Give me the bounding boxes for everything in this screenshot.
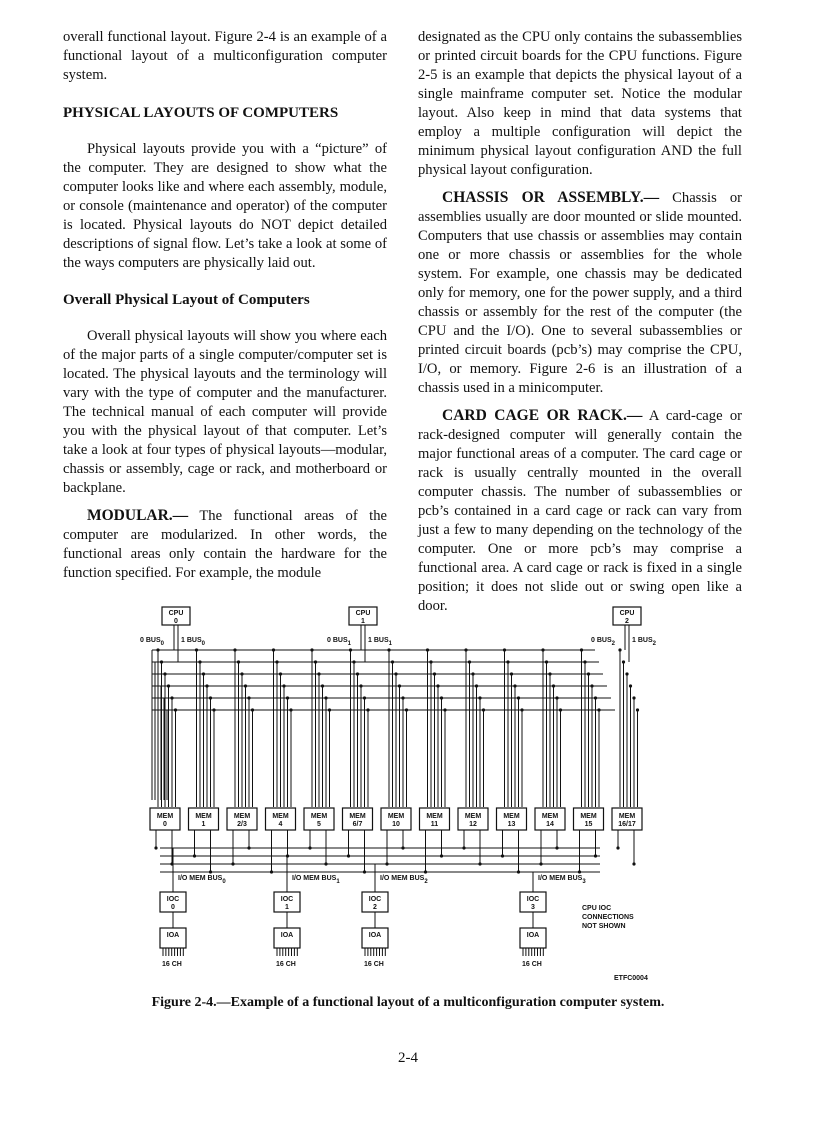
junction-dot	[237, 660, 240, 663]
junction-dot	[247, 696, 250, 699]
junction-dot	[545, 660, 548, 663]
mem-5-number: 6/7	[352, 821, 363, 828]
junction-dot	[202, 672, 205, 675]
junction-dot	[324, 696, 327, 699]
junction-dot	[286, 696, 289, 699]
cpu-2-number: 2	[625, 618, 629, 625]
junction-dot	[462, 846, 465, 849]
paragraph: Overall physical layouts will show you where each of the major parts of a single computer/computer set is located. The physical layouts and the terminology will vary with the type of computer and the manufacturer. The technical manual of each computer will provide you with the physical layout of that computer. Let’s take a look at four types of physical layouts—modular, chassis or assembly, cage or rack, and motherboard or backplane.	[63, 328, 387, 496]
junction-dot	[475, 684, 478, 687]
junction-dot	[401, 696, 404, 699]
ioa-2-label: IOA	[368, 932, 382, 939]
junction-dot	[510, 672, 513, 675]
cpu-bus1-label: 1 BUS2	[632, 637, 656, 647]
junction-dot	[548, 672, 551, 675]
junction-dot	[356, 672, 359, 675]
junction-dot	[578, 870, 581, 873]
junction-dot	[501, 854, 504, 857]
junction-dot	[349, 648, 352, 651]
junction-dot	[352, 660, 355, 663]
junction-dot	[244, 684, 247, 687]
junction-dot	[426, 648, 429, 651]
junction-dot	[160, 660, 163, 663]
ioc-3-number: 3	[531, 904, 535, 911]
mem-11-number: 15	[584, 821, 593, 828]
junction-dot	[387, 648, 390, 651]
junction-dot	[209, 870, 212, 873]
cpu-2-label: CPU	[619, 610, 635, 617]
mem-8-number: 12	[469, 821, 477, 828]
junction-dot	[513, 684, 516, 687]
junction-dot	[539, 862, 542, 865]
junction-dot	[272, 648, 275, 651]
junction-dot	[321, 684, 324, 687]
junction-dot	[289, 708, 292, 711]
mem-12-number: 16/17	[618, 821, 636, 828]
right-column	[418, 28, 742, 616]
mem-3-label: MEM	[272, 813, 289, 820]
junction-dot	[282, 684, 285, 687]
mem-9-label: MEM	[503, 813, 520, 820]
junction-dot	[240, 672, 243, 675]
ioc-2-number: 2	[373, 904, 377, 911]
junction-dot	[587, 672, 590, 675]
cpu-bus0-label: 0 BUS0	[140, 637, 164, 647]
junction-dot	[347, 854, 350, 857]
junction-dot	[398, 684, 401, 687]
run-in-heading: CHASSIS OR ASSEMBLY.—	[442, 189, 660, 206]
junction-dot	[594, 854, 597, 857]
paragraph	[418, 406, 742, 616]
junction-dot	[275, 660, 278, 663]
junction-dot	[212, 708, 215, 711]
junction-dot	[468, 660, 471, 663]
paragraph-text: The functional areas of the computer are modularized. In other words, the functional areas only contain the hardware for the function specified. For example, the module	[63, 508, 387, 581]
junction-dot	[506, 660, 509, 663]
junction-dot	[324, 862, 327, 865]
figure-caption: Figure 2-4.—Example of a functional layout of a multiconfiguration computer system.	[151, 995, 665, 1010]
page-number: 2-4	[398, 1050, 418, 1066]
junction-dot	[156, 648, 159, 651]
figure-code: ETFC0004	[614, 975, 648, 982]
junction-dot	[394, 672, 397, 675]
run-in-heading: MODULAR.—	[87, 507, 189, 524]
junction-dot	[170, 696, 173, 699]
subsection-heading: Overall Physical Layout of Computers	[63, 292, 310, 308]
mem-4-number: 5	[317, 821, 321, 828]
junction-dot	[167, 684, 170, 687]
junction-dot	[464, 648, 467, 651]
run-in-heading: CARD CAGE OR RACK.—	[442, 407, 643, 424]
junction-dot	[195, 648, 198, 651]
channel-label: 16 CH	[162, 961, 182, 968]
junction-dot	[632, 862, 635, 865]
section-heading: PHYSICAL LAYOUTS OF COMPUTERS	[63, 105, 339, 121]
junction-dot	[471, 672, 474, 675]
junction-dot	[632, 696, 635, 699]
junction-dot	[247, 846, 250, 849]
mem-1-number: 1	[201, 821, 206, 828]
junction-dot	[314, 660, 317, 663]
junction-dot	[478, 862, 481, 865]
junction-dot	[209, 696, 212, 699]
junction-dot	[478, 696, 481, 699]
mem-12-label: MEM	[618, 813, 636, 820]
junction-dot	[520, 708, 523, 711]
cpu-bus1-label: 1 BUS1	[368, 637, 392, 647]
junction-dot	[363, 870, 366, 873]
io-mem-bus-label: I/O MEM BUS3	[538, 875, 586, 885]
ioa-0-label: IOA	[166, 932, 180, 939]
mem-7-label: MEM	[426, 813, 443, 820]
junction-dot	[424, 870, 427, 873]
junction-dot	[552, 684, 555, 687]
junction-dot	[555, 846, 558, 849]
junction-dot	[193, 854, 196, 857]
cpu-1-label: CPU	[355, 610, 371, 617]
junction-dot	[405, 708, 408, 711]
junction-dot	[429, 660, 432, 663]
junction-dot	[594, 696, 597, 699]
junction-dot	[636, 708, 639, 711]
channel-label: 16 CH	[364, 961, 384, 968]
junction-dot	[363, 696, 366, 699]
paragraph: overall functional layout. Figure 2-4 is an example of a functional layout of a multiconfiguration computer system.	[63, 29, 387, 83]
junction-dot	[366, 708, 369, 711]
junction-dot	[440, 854, 443, 857]
paragraph: Physical layouts provide you with a “picture” of the computer. They are designed to show what the computer looks like and where each assembly, module, or console (maintenance and operator) of the computer is located. Physical layouts do NOT depict detailed descriptions of signal flow. Let’s take a look at some of the ways computers are physically laid out.	[63, 141, 387, 271]
junction-dot	[629, 684, 632, 687]
junction-dot	[154, 846, 157, 849]
junction-dot	[198, 660, 201, 663]
mem-7-number: 11	[430, 821, 439, 828]
ioa-1-label: IOA	[280, 932, 294, 939]
paragraph: designated as the CPU only contains the subassemblies or printed circuit boards for the CPU functions. Figure 2-5 is an example that depicts the physical layout of a single mainframe computer set. Notice the modular layout. Also keep in mind that data systems that employ a multiple configuration will depict the minimum physical layout configuration AND the full physical layout configuration.	[418, 29, 742, 178]
junction-dot	[359, 684, 362, 687]
ioc-2-label: IOC	[368, 896, 382, 903]
junction-dot	[231, 862, 234, 865]
io-mem-bus-label: I/O MEM BUS1	[292, 875, 340, 885]
cpu-1-number: 1	[361, 618, 365, 625]
junction-dot	[391, 660, 394, 663]
junction-dot	[482, 708, 485, 711]
junction-dot	[517, 870, 520, 873]
junction-dot	[622, 660, 625, 663]
ioc-1-number: 1	[285, 904, 289, 911]
mem-6-label: MEM	[387, 813, 405, 820]
junction-dot	[616, 846, 619, 849]
junction-dot	[385, 862, 388, 865]
junction-dot	[583, 660, 586, 663]
junction-dot	[580, 648, 583, 651]
cpu-bus1-label: 1 BUS0	[181, 637, 205, 647]
mem-10-label: MEM	[541, 813, 559, 820]
mem-1-label: MEM	[195, 813, 212, 820]
junction-dot	[443, 708, 446, 711]
junction-dot	[233, 648, 236, 651]
mem-0-number: 0	[163, 821, 167, 828]
ioa-3-label: IOA	[526, 932, 540, 939]
io-mem-bus-label: I/O MEM BUS0	[178, 875, 226, 885]
mem-3-number: 4	[278, 821, 283, 828]
mem-9-number: 13	[507, 821, 516, 828]
junction-dot	[618, 648, 621, 651]
junction-dot	[163, 672, 166, 675]
cpu-0-label: CPU	[168, 610, 184, 617]
ioc-0-label: IOC	[166, 896, 180, 903]
note-text: CPU IOC	[582, 905, 612, 912]
paragraph	[418, 188, 742, 398]
junction-dot	[205, 684, 208, 687]
mem-2-number: 2/3	[237, 821, 247, 828]
ioc-0-number: 0	[171, 904, 175, 911]
junction-dot	[625, 672, 628, 675]
junction-dot	[559, 708, 562, 711]
junction-dot	[328, 708, 331, 711]
junction-dot	[440, 696, 443, 699]
junction-dot	[308, 846, 311, 849]
junction-dot	[597, 708, 600, 711]
channel-label: 16 CH	[276, 961, 296, 968]
paragraph-text: A card-cage or rack-designed computer will generally contain the major functional areas of a computer. The card cage or rack is usually centrally mounted in the overall computer chassis. The number of subassemblies or pcb’s contained in a card cage or rack can vary from just a few to many depending on the technology of the computer. One or more pcb’s may comprise a functional area. A card cage or rack is fixed in a single position; it does not slide out or swing open like a door.	[418, 408, 742, 614]
junction-dot	[517, 696, 520, 699]
paragraph-text: Chassis or assemblies usually are door mounted or slide mounted. Computers that use chassis or assemblies may contain one or more chassis or assemblies for the whole system. For example, one chassis may be dedicated only for memory, one for the power supply, and a third chassis or assembly for the rest of the computer (the CPU and the I/O). One to several subassemblies or printed circuit boards (pcb’s) may comprise the CPU, I/O, or memory. Figure 2-6 is an illustration of a chassis used in a minicomputer.	[418, 190, 742, 396]
paragraph	[63, 506, 387, 583]
junction-dot	[251, 708, 254, 711]
junction-dot	[590, 684, 593, 687]
io-mem-bus-label: I/O MEM BUS2	[380, 875, 428, 885]
functional-layout-diagram	[140, 600, 680, 990]
left-column	[63, 28, 387, 583]
junction-dot	[317, 672, 320, 675]
junction-dot	[433, 672, 436, 675]
mem-5-label: MEM	[349, 813, 366, 820]
mem-4-label: MEM	[310, 813, 328, 820]
cpu-bus0-label: 0 BUS1	[327, 637, 351, 647]
ioc-3-label: IOC	[526, 896, 540, 903]
channel-label: 16 CH	[522, 961, 542, 968]
note-text: NOT SHOWN	[582, 923, 626, 930]
mem-0-label: MEM	[156, 813, 174, 820]
ioc-1-label: IOC	[280, 896, 294, 903]
junction-dot	[270, 870, 273, 873]
note-text: CONNECTIONS	[582, 914, 634, 921]
junction-dot	[174, 708, 177, 711]
cpu-0-number: 0	[174, 618, 178, 625]
mem-10-number: 14	[546, 821, 554, 828]
junction-dot	[555, 696, 558, 699]
cpu-bus0-label: 0 BUS2	[591, 637, 615, 647]
mem-2-label: MEM	[233, 813, 251, 820]
mem-11-label: MEM	[580, 813, 597, 820]
mem-8-label: MEM	[464, 813, 482, 820]
junction-dot	[279, 672, 282, 675]
junction-dot	[436, 684, 439, 687]
junction-dot	[541, 648, 544, 651]
junction-dot	[503, 648, 506, 651]
junction-dot	[401, 846, 404, 849]
junction-dot	[310, 648, 313, 651]
mem-6-number: 10	[392, 821, 400, 828]
